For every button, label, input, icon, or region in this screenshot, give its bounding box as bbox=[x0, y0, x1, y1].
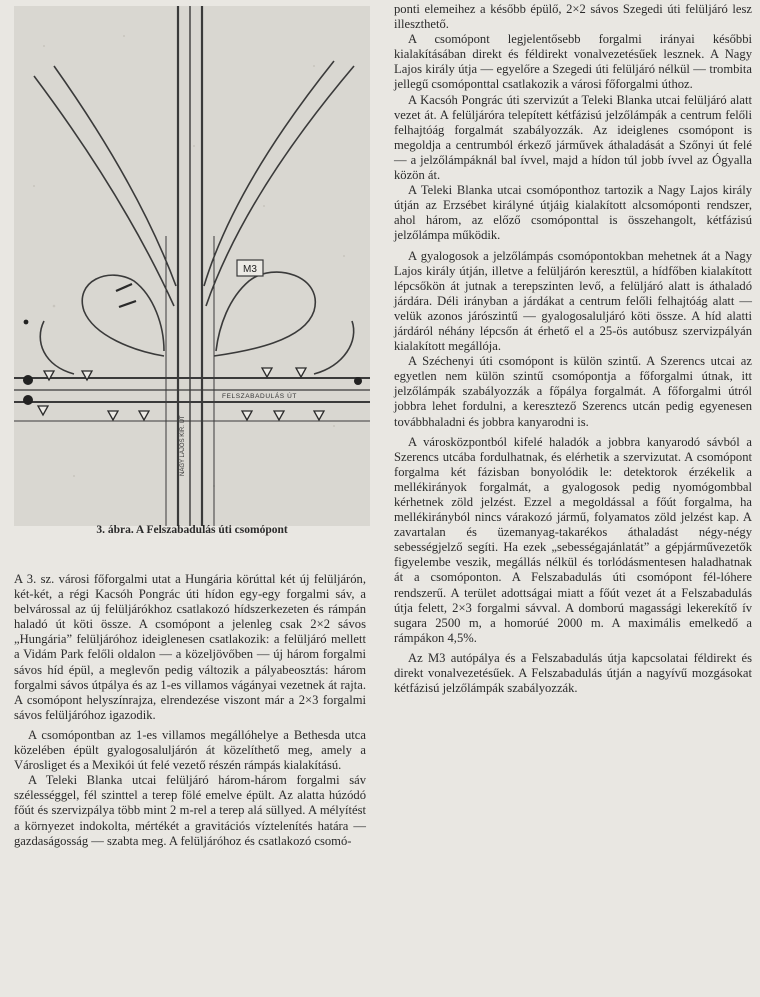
right-text-column bbox=[394, 2, 752, 696]
paragraph: A gyalogosok a jelzőlámpás csomópontokban mehetnek át a Nagy Lajos király útján, illetve a felüljárón keresztül, a hídfőben kialakított lépcsőkön át jutnak a terepszinten levő, a felüljáró alatt is áthaladó járdára. Déli irányban a járdákat a centrum felőli felhajtóág alatt — velük azonos járószintű — gyalogosaluljáró köti össze. A híd alatti járdáról néhány lépcsőn át érhető el a 25-ös autóbusz szervizpályán kialakított megállója. bbox=[394, 248, 752, 354]
intersection-plan-figure bbox=[14, 6, 370, 526]
paragraph: A csomópont legjelentősebb forgalmi irányai későbbi kialakításában direkt és féldirekt vonalvezetésűek lesznek. A Nagy Lajos király útja — egyelőre a Szegedi úti felüljáró nélkül — trombita jellegű csomóponttal csatlakozik a városi főforgalmi úthoz. bbox=[394, 32, 752, 92]
paragraph: A Kacsóh Pongrác úti szervizút a Teleki Blanka utcai felüljáró alatt vezet át. A felüljáróra telepített kétfázisú jelzőlámpák a centrum felőli felhajtóág forgalmát szabályozzák. Az ideiglenes csomópont is megoldja a centrumból érkező járművek áthaladását a Szőnyi út felé — a jelzőlámpáknál bal ívvel, majd a hídon túl jobb ívvel az Ógyalla közön át. bbox=[394, 92, 752, 183]
paragraph: A városközpontból kifelé haladók a jobbra kanyarodó sávból a Szerencs utcába fordulhatnak, és elérhetik a szervizutat. A csomópont forgalma két fázisban bonyolódik le: detektorok érzékelik a mellékirányok forgalmát, a gyalogosok pedig nyomógombbal kérhetnek zöld jelzést. Ezzel a megoldással a főút forgalma, ha mellékirányból nincs várakozó jármű, folyamatos zöld jelzést kap. A zavartalan és üzemanyag-takarékos áthaladást négy-négy sebességjelző segíti. Ha ezek „sebességajánlatát” a gépjárművezetők figyelembe veszik, megállás nélkül és torlódásmentesen haladhatnak át a csomóponton. A Felszabadulás úti csomópont fél-lóhere rendszerű. A terület adottságai miatt a főút vezet át a Felszabadulás útja felett, 2×3 forgalmi sávval. A domború magassági lekerekítő ív sugara 2500 m, a homorúé 2000 m. A maximális emelkedő a rámpákon 4,5%. bbox=[394, 434, 752, 645]
paragraph: A 3. sz. városi főforgalmi utat a Hungária körúttal két új felüljárón, két-két, a régi Kacsóh Pongrác úti hídon egy-egy forgalmi sáv, a belvárossal az új felüljárókhoz csatlakozó hídszerkezeten és rámpán haladó út köti össze. A csomópont a jelenleg csak 2×2 sávos „Hungária” felüljáróhoz ideiglenesen csatlakozik: a felüljáró mellett a Vidám Park felőli oldalon — a közeljövőben — új három forgalmi sávos híd épül, a meglevőn pedig változik a pályabeosztás: három forgalmi sávos útpálya és az 1-es villamos vágányai vezetnek át rajta. A csomópont helyszínrajza, elrendezése viszont már a 2×3 forgalmi sávos felüljáróhoz igazodik. bbox=[14, 572, 366, 722]
paragraph: ponti elemeihez a később épülő, 2×2 sávos Szegedi úti felüljáró lesz illeszthető. bbox=[394, 2, 752, 32]
left-text-column bbox=[14, 572, 366, 849]
paragraph: A csomópontban az 1-es villamos megállóhelye a Bethesda utca közelében épült gyalogosaluljárón át közelíthető meg, amely a Városliget és a Mexikói út felé vezető részén rámpás kialakítású. bbox=[14, 727, 366, 773]
felszabadulas-road-label: FELSZABADULÁS ÚT bbox=[222, 393, 297, 400]
figure-caption: 3. ábra. A Felszabadulás úti csomópont bbox=[96, 524, 288, 536]
paragraph: A Széchenyi úti csomópont is külön szintű. A Szerencs utcai az egyetlen nem külön szintű csomópontja a főforgalmi útnak, itt jelzőlámpák szabályozzák a főpálya forgalmát. A főforgalmi útról jobbra lehet fordulni, a keresztező Szerencs utcán pedig egyenesen továbbhaladni és jobbra kanyarodni is. bbox=[394, 354, 752, 429]
paragraph: A Teleki Blanka utcai csomóponthoz tartozik a Nagy Lajos király útján az Erzsébet királyné útjáig kialakított alcsomóponti rendszer, ahol három, az előző csomóponttal is összehangolt, kétfázisú jelzőlámpa működik. bbox=[394, 183, 752, 243]
paragraph: A Teleki Blanka utcai felüljáró három-három forgalmi sáv szélességgel, fél szinttel a terep fölé emelve épült. Az alatta húzódó főút és szervizpálya több mint 2 m-rel a terep alá süllyed. A mélyítést a környezet indokolta, mértékét a gravitációs víztelenítés határa — gazdaságosság — szabta meg. A felüljáróhoz és csatlakozó csomó- bbox=[14, 773, 366, 848]
m3-label: M3 bbox=[243, 264, 257, 275]
paragraph: Az M3 autópálya és a Felszabadulás útja kapcsolatai féldirekt és direkt vonalvezetésűek. A Felszabadulás útján a nagyívű mozgásokat kétfázisú jelzőlámpák szabályozzák. bbox=[394, 650, 752, 696]
nagylajos-road-label: NAGY LAJOS KIR. ÚT bbox=[180, 415, 186, 476]
intersection-plan-drawing bbox=[14, 6, 370, 526]
